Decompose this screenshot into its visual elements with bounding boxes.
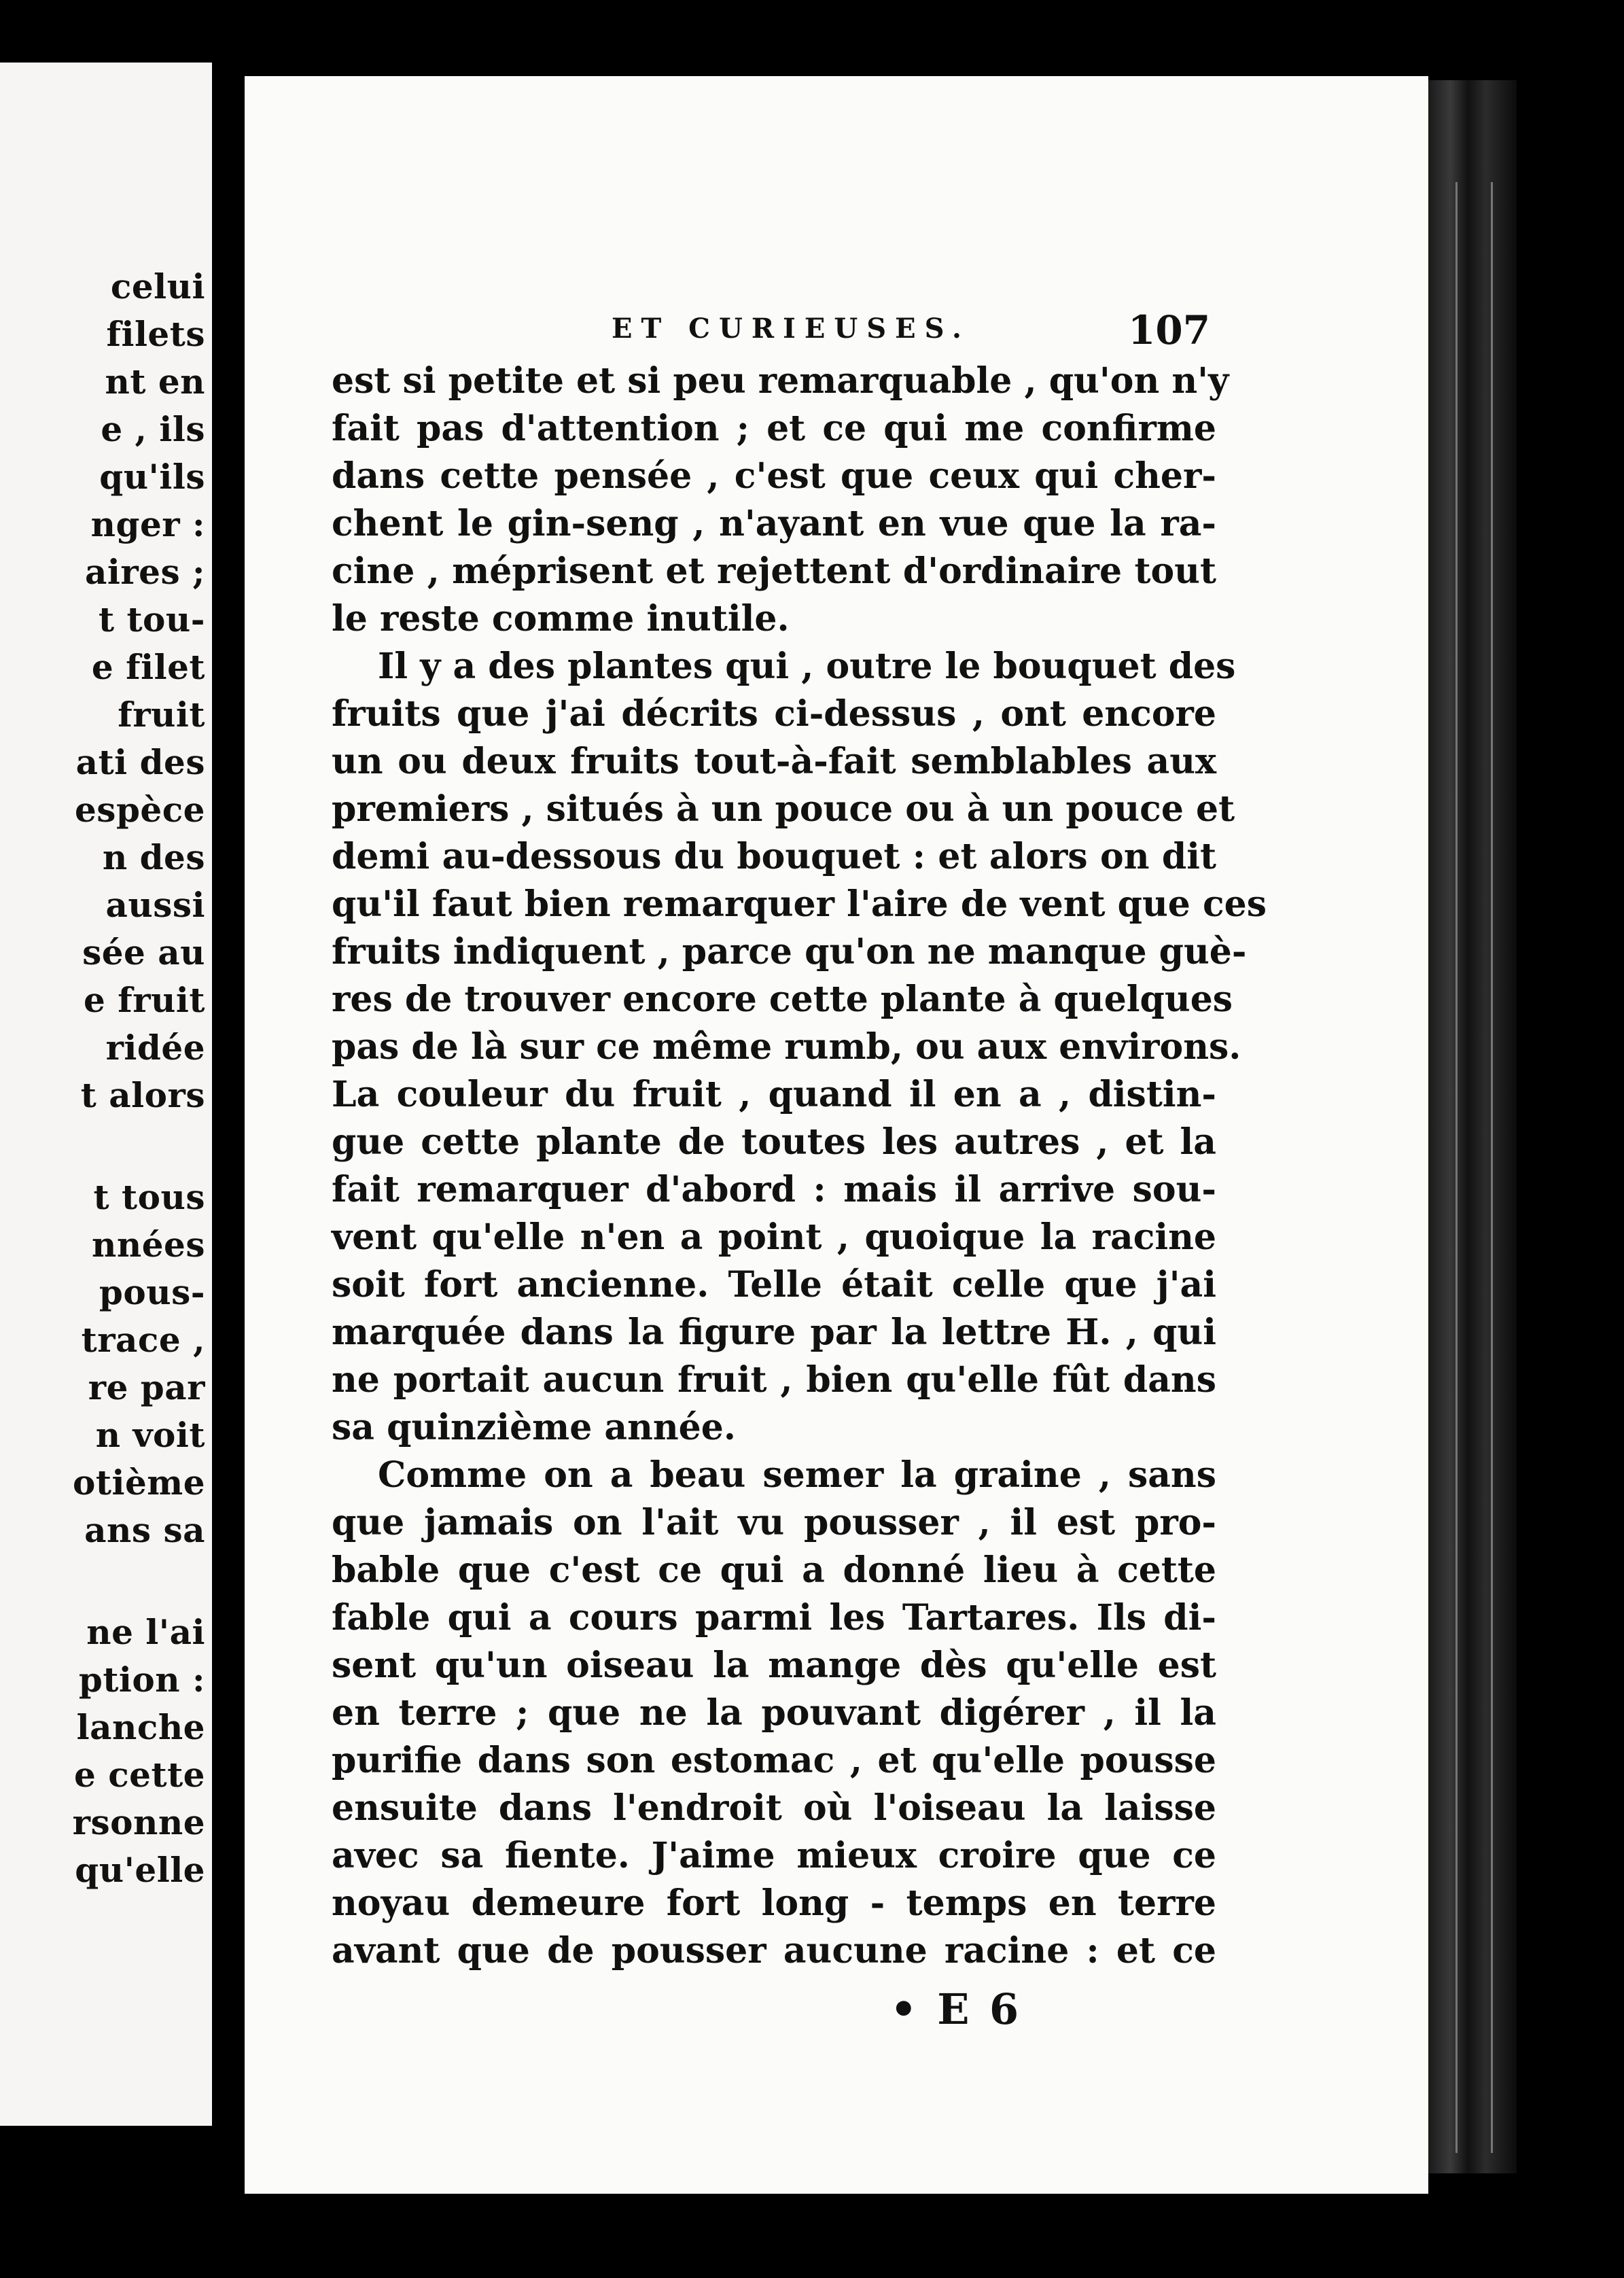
text-line: purifie dans son estomac , et qu'elle pousse (332, 1740, 1216, 1781)
text-line: fruits que j'ai décrits ci-dessus , ont encore (332, 693, 1216, 735)
left-page-fragment: t tous (93, 1177, 205, 1217)
left-page-fragment: trace , (81, 1320, 205, 1360)
left-page-fragment: fruit (118, 695, 205, 735)
left-page-fragment: nger : (90, 504, 205, 544)
left-page-fragment: otième (73, 1462, 205, 1503)
text-line: avant que de pousser aucune racine : et ce (332, 1930, 1216, 1972)
left-page-fragment: t alors (80, 1075, 205, 1115)
text-line: marquée dans la figure par la lettre H. , qui (332, 1312, 1216, 1353)
text-line: en terre ; que ne la pouvant digérer , il la (332, 1692, 1216, 1734)
left-page-fragment: n des (102, 837, 205, 877)
text-line: un ou deux fruits tout-à-fait semblables aux (332, 741, 1216, 782)
page-header (245, 307, 1428, 360)
running-title: ET CURIEUSES. (612, 313, 970, 345)
fore-edge-highlight (1491, 182, 1493, 2153)
left-page-fragment: e , ils (101, 409, 205, 449)
left-page-fragment: qu'ils (99, 457, 205, 497)
left-page-fragment: re par (88, 1367, 205, 1407)
left-page-fragment: ridée (105, 1028, 205, 1068)
left-page-fragment: ati des (75, 742, 205, 782)
signature-mark: • E 6 (890, 1984, 1022, 2034)
left-page-fragment: filets (106, 314, 205, 354)
left-page-fragment: nt en (105, 362, 205, 402)
text-line: bable que c'est ce qui a donné lieu à cette (332, 1549, 1216, 1591)
text-line: fable qui a cours parmi les Tartares. Ils di- (332, 1597, 1216, 1639)
text-line: ensuite dans l'endroit où l'oiseau la laisse (332, 1787, 1216, 1829)
text-line: fruits indiquent , parce qu'on ne manque guè- (332, 931, 1247, 972)
left-page-fragment: nnées (92, 1225, 205, 1265)
text-line: soit fort ancienne. Telle était celle que j'ai (332, 1264, 1216, 1306)
text-line: res de trouver encore cette plante à quelques (332, 979, 1233, 1020)
text-line: sent qu'un oiseau la mange dès qu'elle est (332, 1645, 1216, 1686)
book-fore-edge (1428, 80, 1517, 2173)
left-page-fragment: rsonne (72, 1802, 205, 1842)
text-line: qu'il faut bien remarquer l'aire de vent que ces (332, 883, 1267, 925)
left-page-fragment: sée au (82, 932, 205, 972)
book-page (245, 76, 1428, 2194)
left-page-fragment: ption : (78, 1660, 205, 1700)
book-gutter (212, 54, 245, 2168)
left-page-fragment: qu'elle (75, 1850, 205, 1890)
left-page-fragment: e fruit (83, 980, 205, 1020)
text-line: La couleur du fruit , quand il en a , distin- (332, 1074, 1216, 1115)
text-line: pas de là sur ce même rumb, ou aux environs. (332, 1026, 1241, 1068)
left-page-fragment: celui (110, 266, 205, 306)
text-line: que jamais on l'ait vu pousser , il est pro- (332, 1502, 1216, 1543)
left-page-fragment: e cette (74, 1755, 205, 1795)
left-page-fragment: e filet (91, 647, 205, 687)
text-line: vent qu'elle n'en a point , quoique la racine (332, 1216, 1216, 1258)
text-line: gue cette plante de toutes les autres , et la (332, 1121, 1216, 1163)
left-page-fragment: aussi (105, 885, 205, 925)
text-line: noyau demeure fort long - temps en terre (332, 1882, 1216, 1924)
text-line: premiers , situés à un pouce ou à un pouce et (332, 788, 1235, 830)
page-number: 107 (1128, 307, 1211, 353)
left-facing-page (0, 63, 212, 2126)
left-page-fragment: espèce (75, 790, 205, 830)
text-line: sa quinzième année. (332, 1407, 736, 1448)
text-line: avec sa fiente. J'aime mieux croire que ce (332, 1835, 1216, 1876)
text-line: dans cette pensée , c'est que ceux qui cher- (332, 455, 1216, 497)
left-page-fragment: pous- (99, 1272, 205, 1312)
text-line: Comme on a beau semer la graine , sans (378, 1454, 1216, 1496)
text-line: le reste comme inutile. (332, 598, 790, 639)
text-line: ne portait aucun fruit , bien qu'elle fût dans (332, 1359, 1216, 1401)
fore-edge-highlight (1455, 182, 1458, 2153)
left-page-fragment: n voit (95, 1415, 205, 1455)
text-line: chent le gin-seng , n'ayant en vue que la ra- (332, 503, 1216, 544)
left-page-fragment: ne l'ai (86, 1612, 205, 1652)
left-page-fragment: lanche (76, 1707, 205, 1747)
text-line: fait pas d'attention ; et ce qui me confirme (332, 408, 1216, 449)
text-line: Il y a des plantes qui , outre le bouquet des (378, 646, 1236, 687)
text-line: est si petite et si peu remarquable , qu'on n'y (332, 360, 1229, 402)
text-line: demi au-dessous du bouquet : et alors on dit (332, 836, 1216, 877)
left-page-fragment: ans sa (84, 1510, 205, 1550)
left-page-fragment: t tou- (98, 599, 205, 639)
text-line: cine , méprisent et rejettent d'ordinaire tout (332, 550, 1216, 592)
text-line: fait remarquer d'abord : mais il arrive sou- (332, 1169, 1216, 1210)
left-page-fragment: aires ; (84, 552, 205, 592)
